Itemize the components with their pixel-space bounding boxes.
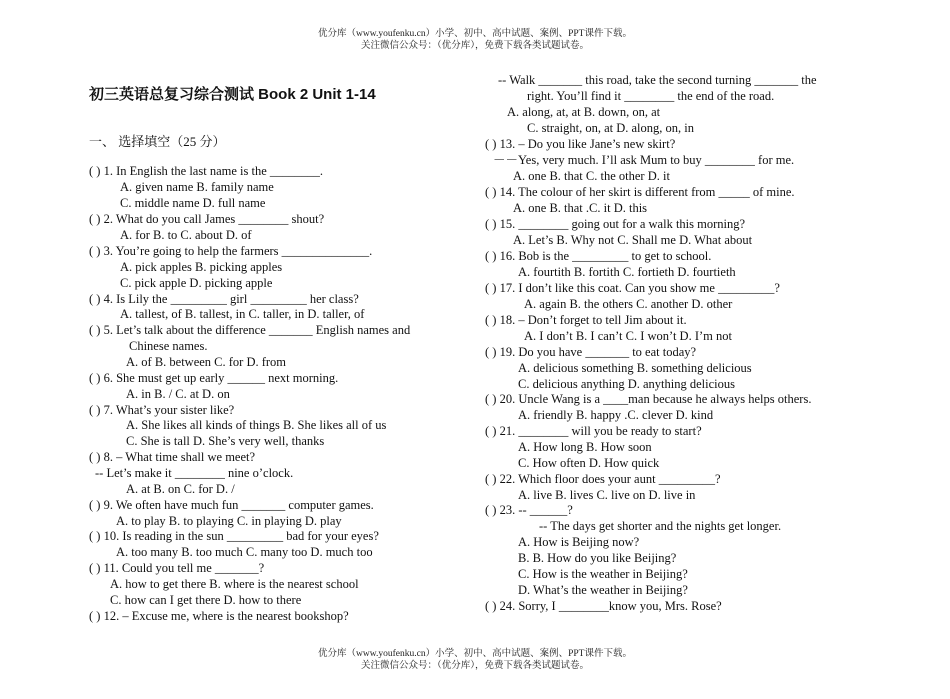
option-line: C. How is the weather in Beijing? [518, 567, 688, 581]
option-line: A. How long B. How soon [518, 440, 652, 454]
option-line: D. What’s the weather in Beijing? [518, 583, 688, 597]
question-line: ( ) 4. Is Lily the _________ girl _________ her class? [89, 292, 359, 306]
question-line: ( ) 14. The colour of her skirt is different from _____ of mine. [485, 185, 795, 199]
option-line: A. one B. that C. the other D. it [513, 169, 670, 183]
option-line: A. of B. between C. for D. from [126, 355, 287, 369]
option-line: A. live B. lives C. live on D. live in [518, 488, 696, 502]
question-line: Chinese names. [129, 339, 208, 353]
question-line: ( ) 6. She must get up early ______ next morning. [89, 371, 339, 385]
question-line: ( ) 21. ________ will you be ready to start? [485, 424, 702, 438]
page-header [0, 28, 950, 52]
question-line: ( ) 2. What do you call James ________ shout? [89, 212, 325, 226]
question-line: -- The days get shorter and the nights get longer. [539, 519, 782, 533]
option-line: A. fourtith B. fortith C. fortieth D. fourtieth [518, 265, 736, 279]
footer-line-1: 优分库（www.youfenku.cn）小学、初中、高中试题、案例、PPT课件下载。 [318, 649, 632, 659]
option-line: A. Let’s B. Why not C. Shall me D. What about [513, 233, 753, 247]
question-line: ( ) 24. Sorry, I ________know you, Mrs. Rose? [485, 599, 722, 613]
option-line: C. straight, on, at D. along, on, in [527, 121, 694, 135]
option-line: A. to play B. to playing C. in playing D. play [116, 514, 342, 528]
question-line: ( ) 12. – Excuse me, where is the nearest bookshop? [89, 609, 349, 623]
option-line: C. How often D. How quick [518, 456, 660, 470]
option-line: A. I don’t B. I can’t C. I won’t D. I’m not [524, 329, 732, 343]
question-line: -- Walk _______ this road, take the second turning _______ the [498, 73, 817, 87]
option-line: C. middle name D. full name [120, 196, 266, 210]
question-line: ( ) 22. Which floor does your aunt _________? [485, 472, 721, 486]
question-line: ( ) 15. ________ going out for a walk this morning? [485, 217, 746, 231]
option-line: A. delicious something B. something delicious [518, 361, 752, 375]
question-line: ( ) 18. – Don’t forget to tell Jim about it. [485, 313, 687, 327]
section-heading: 一、 选择填空（25 分） [89, 134, 226, 149]
option-line: A. friendly B. happy .C. clever D. kind [518, 408, 714, 422]
header-line-2: 关注微信公众号：（优分库），免费下载各类试题试卷。 [360, 41, 589, 51]
question-line: ( ) 8. – What time shall we meet? [89, 450, 256, 464]
option-line: C. She is tall D. She’s very well, thanks [126, 434, 325, 448]
question-line: ( ) 17. I don’t like this coat. Can you show me _________? [485, 281, 780, 295]
question-line: ( ) 11. Could you tell me _______? [89, 561, 265, 575]
question-line: ( ) 13. – Do you like Jane’s new skirt? [485, 137, 676, 151]
option-line: A. too many B. too much C. many too D. much too [116, 545, 373, 559]
question-line: ( ) 9. We often have much fun _______ computer games. [89, 498, 374, 512]
question-line: ( ) 7. What’s your sister like? [89, 403, 235, 417]
option-line: A. pick apples B. picking apples [120, 260, 283, 274]
option-line: A. She likes all kinds of things B. She likes all of us [126, 418, 387, 432]
option-line: C. how can I get there D. how to there [110, 593, 302, 607]
question-line: -- Let’s make it ________ nine o’clock. [95, 466, 294, 480]
option-line: A. again B. the others C. another D. other [524, 297, 733, 311]
question-line: ( ) 10. Is reading in the sun _________ bad for your eyes? [89, 529, 379, 543]
page-footer [0, 648, 950, 672]
option-line: A. one B. that .C. it D. this [513, 201, 648, 215]
option-line: A. at B. on C. for D. / [126, 482, 235, 496]
question-line: ( ) 5. Let’s talk about the difference _______ English names and [89, 323, 411, 337]
question-line: ( ) 3. You’re going to help the farmers ______________. [89, 244, 373, 258]
option-line: A. along, at, at B. down, on, at [507, 105, 661, 119]
option-line: A. tallest, of B. tallest, in C. taller, in D. taller, of [120, 307, 365, 321]
page-title: 初三英语总复习综合测试 Book 2 Unit 1-14 [89, 86, 376, 103]
question-line: ( ) 19. Do you have _______ to eat today? [485, 345, 697, 359]
question-line: －－Yes, very much. I’ll ask Mum to buy ________ for me. [493, 153, 795, 167]
question-line: ( ) 1. In English the last name is the ________. [89, 164, 323, 178]
question-line: right. You’ll find it ________ the end of the road. [527, 89, 775, 103]
option-line: C. delicious anything D. anything delicious [518, 377, 735, 391]
option-line: A. How is Beijing now? [518, 535, 640, 549]
option-line: A. given name B. family name [120, 180, 274, 194]
question-line: ( ) 20. Uncle Wang is a ____man because he always helps others. [485, 392, 812, 406]
option-line: C. pick apple D. picking apple [120, 276, 273, 290]
question-line: ( ) 16. Bob is the _________ to get to school. [485, 249, 712, 263]
question-line: ( ) 23. -- ______? [485, 503, 573, 517]
header-line-1: 优分库（www.youfenku.cn）小学、初中、高中试题、案例、PPT课件下载。 [318, 29, 632, 39]
option-line: A. in B. / C. at D. on [126, 387, 230, 401]
option-line: A. how to get there B. where is the nearest school [110, 577, 359, 591]
footer-line-2: 关注微信公众号：（优分库），免费下载各类试题试卷。 [360, 661, 589, 671]
option-line: A. for B. to C. about D. of [120, 228, 252, 242]
option-line: B. B. How do you like Beijing? [518, 551, 677, 565]
